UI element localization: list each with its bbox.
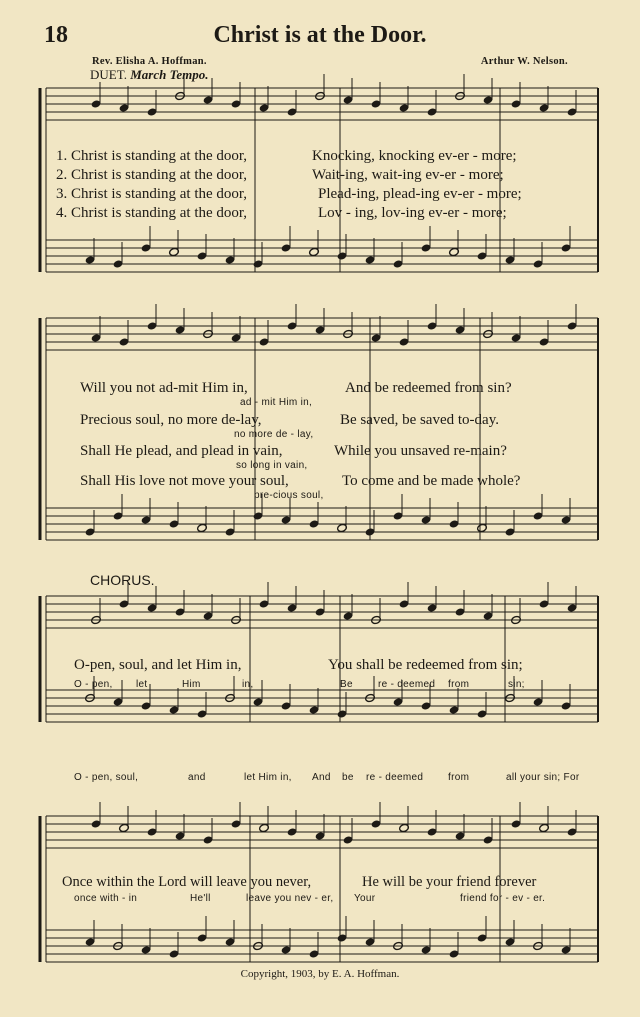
chorus-label: CHORUS. (90, 572, 155, 588)
verse-3-b: Plead-ing, plead-ing ev-er - more; (318, 186, 522, 202)
sys2-line-4b: To come and be made whole? (342, 473, 521, 489)
verse-number: 1. (56, 148, 68, 164)
alto2-word: leave you nev - er, (246, 893, 334, 904)
verse-4 (56, 205, 247, 222)
sys2-sub-4: pre-cious soul, (254, 490, 324, 501)
alto-word: Him (182, 679, 201, 690)
sys2-sub-1: ad - mit Him in, (240, 397, 313, 408)
alto-word: in, (242, 679, 254, 690)
sys2-line-2b: Be saved, be saved to-day. (340, 412, 499, 428)
chorus-line-2a: Once within the Lord will leave you never, (62, 874, 312, 890)
chorus-line-1b: You shall be redeemed from sin; (328, 657, 523, 673)
alto-word: re - deemed (378, 679, 436, 690)
alto2-word: once with - in (74, 893, 138, 904)
verse-line-a: Christ is standing at the door, (71, 205, 248, 221)
sys2-sub-3: so long in vain, (236, 460, 308, 471)
page-number: 18 (44, 22, 68, 48)
copyright-notice: Copyright, 1903, by E. A. Hoffman. (240, 968, 400, 980)
tempo-label: DUET. (90, 67, 127, 82)
verse-line-a: Christ is standing at the door, (71, 186, 248, 202)
alto2-word: He'll (190, 893, 211, 904)
composer-credit: Arthur W. Nelson. (480, 56, 568, 67)
sys2-sub-2: no more de - lay, (234, 429, 314, 440)
page-title: Christ is at the Door. (213, 22, 427, 48)
bass-word: be (342, 772, 354, 783)
bass-word: all your sin; For (506, 772, 580, 783)
verse-line-a: Christ is standing at the door, (71, 148, 248, 164)
bass-word: re - deemed (366, 772, 424, 783)
verse-1 (56, 148, 247, 165)
verse-number: 4. (56, 205, 68, 221)
sys2-line-3b: While you unsaved re-main? (334, 443, 507, 459)
verse-number: 3. (56, 186, 68, 202)
sys2-line-3a: Shall He plead, and plead in vain, (80, 443, 283, 459)
sys2-line-1a: Will you not ad-mit Him in, (80, 380, 248, 396)
verse-2 (56, 167, 247, 184)
alto2-word: Your (354, 893, 376, 904)
verse-line-a: Christ is standing at the door, (71, 167, 248, 183)
tempo-text: March Tempo. (130, 67, 209, 82)
chorus-line-1a: O-pen, soul, and let Him in, (74, 657, 242, 673)
bass-word: from (448, 772, 470, 783)
verse-1-b: Knocking, knocking ev-er - more; (312, 148, 517, 164)
alto-word: sin; (508, 679, 525, 690)
verse-3 (56, 186, 247, 203)
verse-4-b: Lov - ing, lov-ing ev-er - more; (318, 205, 507, 221)
sys2-line-2a: Precious soul, no more de-lay, (80, 412, 262, 428)
bass-word: And (312, 772, 331, 783)
alto-word: O - pen, (74, 679, 113, 690)
author-credit: Rev. Elisha A. Hoffman. (92, 56, 207, 67)
bass-word: O - pen, soul, (74, 772, 139, 783)
bass-word: and (188, 772, 206, 783)
sys2-line-4a: Shall His love not move your soul, (80, 473, 289, 489)
bass-word: let Him in, (244, 772, 292, 783)
tempo-marking (90, 67, 208, 83)
verse-number: 2. (56, 167, 68, 183)
alto-word: from (448, 679, 470, 690)
chorus-line-2b: He will be your friend forever (362, 874, 537, 890)
sys2-line-1b: And be redeemed from sin? (345, 380, 512, 396)
alto2-word: friend for - ev - er. (460, 893, 546, 904)
alto-word: Be (340, 679, 353, 690)
alto-word: let (136, 679, 148, 690)
verse-2-b: Wait-ing, wait-ing ev-er - more; (312, 167, 504, 183)
